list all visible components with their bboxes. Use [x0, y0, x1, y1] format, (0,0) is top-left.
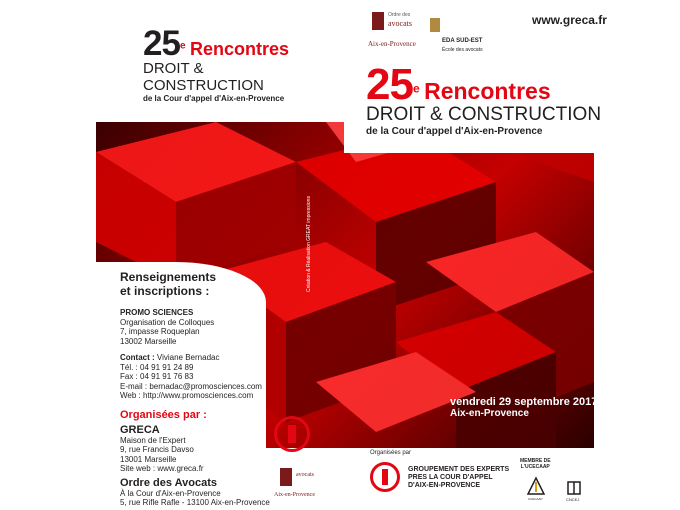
big-title-number: 25 — [366, 60, 413, 109]
footer-group-name — [408, 466, 509, 490]
event-place: Aix-en-Provence — [450, 408, 529, 419]
footer-greca-logo-icon — [370, 462, 400, 492]
eda-logo — [428, 8, 498, 52]
avocats-logo — [366, 8, 422, 52]
big-title-subtitle: DROIT & CONSTRUCTION — [366, 104, 602, 125]
member-text — [520, 458, 551, 470]
web-link[interactable]: Web : http://www.promosciences.com — [120, 391, 254, 400]
ucecaap-logo-icon — [526, 476, 546, 496]
org-line: Organisation de Colloques — [120, 317, 215, 327]
member-line2: L'UCECAAP — [520, 464, 550, 470]
org-line: 13002 Marseille — [120, 336, 177, 346]
info-block — [120, 270, 270, 508]
eda-logo-line1: EDA SUD-EST — [442, 38, 483, 44]
email-link[interactable]: E-mail : bernadac@promosciences.com — [120, 381, 262, 391]
group-line: D'AIX-EN-PROVENCE — [408, 482, 481, 489]
small-title — [143, 24, 323, 103]
credit-text: Création & Réalisation GREAT impressions — [306, 196, 312, 292]
footer-organised-by: Organisées par — [370, 450, 412, 456]
avocats-small-emblem-icon — [280, 468, 292, 486]
organisers-heading: Organisées par : — [120, 408, 207, 421]
cncej-logo-label: CNCEJ — [566, 497, 580, 502]
small-title-subtitle: DROIT & CONSTRUCTION — [143, 60, 264, 94]
event-info — [450, 396, 597, 419]
avocats-logo-line1: Ordre des — [388, 12, 411, 18]
eda-emblem-icon — [430, 18, 440, 32]
greca-line: Maison de l'Expert — [120, 435, 186, 445]
ordre-name: Ordre des Avocats — [120, 476, 218, 489]
group-line: GROUPEMENT DES EXPERTS — [408, 466, 510, 473]
info-heading-1: Renseignements — [120, 270, 217, 284]
ordre-line: À la Cour d'Aix-en-Provence — [120, 488, 221, 498]
group-line: PRES LA COUR D'APPEL — [408, 474, 493, 481]
ucecaap-logo-label: UCECAAP — [528, 497, 543, 501]
avocats-small-logo — [274, 464, 328, 504]
greca-line: 9, rue Francis Davso — [120, 445, 194, 454]
greca-name: GRECA — [120, 423, 160, 436]
tel: Tél. : 04 91 91 24 89 — [120, 362, 194, 372]
greca-line: Site web : www.greca.fr — [120, 464, 204, 473]
avocats-logo-line3: Aix-en-Provence — [368, 40, 416, 48]
big-title-sup: e — [412, 81, 420, 96]
avocats-small-logo-text: avocats — [296, 472, 314, 478]
contact-label: Contact : — [120, 353, 155, 362]
website-link[interactable]: www.greca.fr — [532, 13, 607, 27]
cncej-logo-icon — [566, 480, 582, 496]
member-line1: MEMBRE DE — [520, 458, 551, 464]
big-title-court: de la Cour d'appel d'Aix-en-Provence — [366, 126, 543, 137]
small-title-rencontres: Rencontres — [189, 39, 289, 59]
contact-row — [120, 353, 270, 363]
big-title — [366, 60, 606, 137]
greca-logo-icon — [274, 416, 310, 452]
info-heading-2: et inscriptions : — [120, 284, 210, 298]
avocats-emblem-icon — [372, 12, 384, 30]
big-title-rencontres: Rencontres — [424, 78, 551, 104]
small-title-sup: e — [179, 40, 186, 52]
org-line: 7, impasse Roqueplan — [120, 327, 200, 336]
greca-line: 13001 Marseille — [120, 454, 177, 464]
org-name: PROMO SCIENCES — [120, 308, 194, 317]
fax: Fax : 04 91 91 76 83 — [120, 372, 194, 381]
ordre-line: 5, rue Rifle Rafle - 13100 Aix-en-Provence — [120, 498, 270, 507]
small-title-court: de la Cour d'appel d'Aix-en-Provence — [143, 94, 285, 103]
eda-logo-line2: École des avocats — [442, 47, 483, 53]
small-title-number: 25 — [143, 24, 180, 63]
avocats-logo-line2: avocats — [388, 19, 412, 28]
contact-name: Viviane Bernadac — [156, 353, 220, 362]
event-date: vendredi 29 septembre 2017 — [450, 396, 598, 408]
avocats-small-logo-city: Aix-en-Provence — [274, 492, 315, 498]
